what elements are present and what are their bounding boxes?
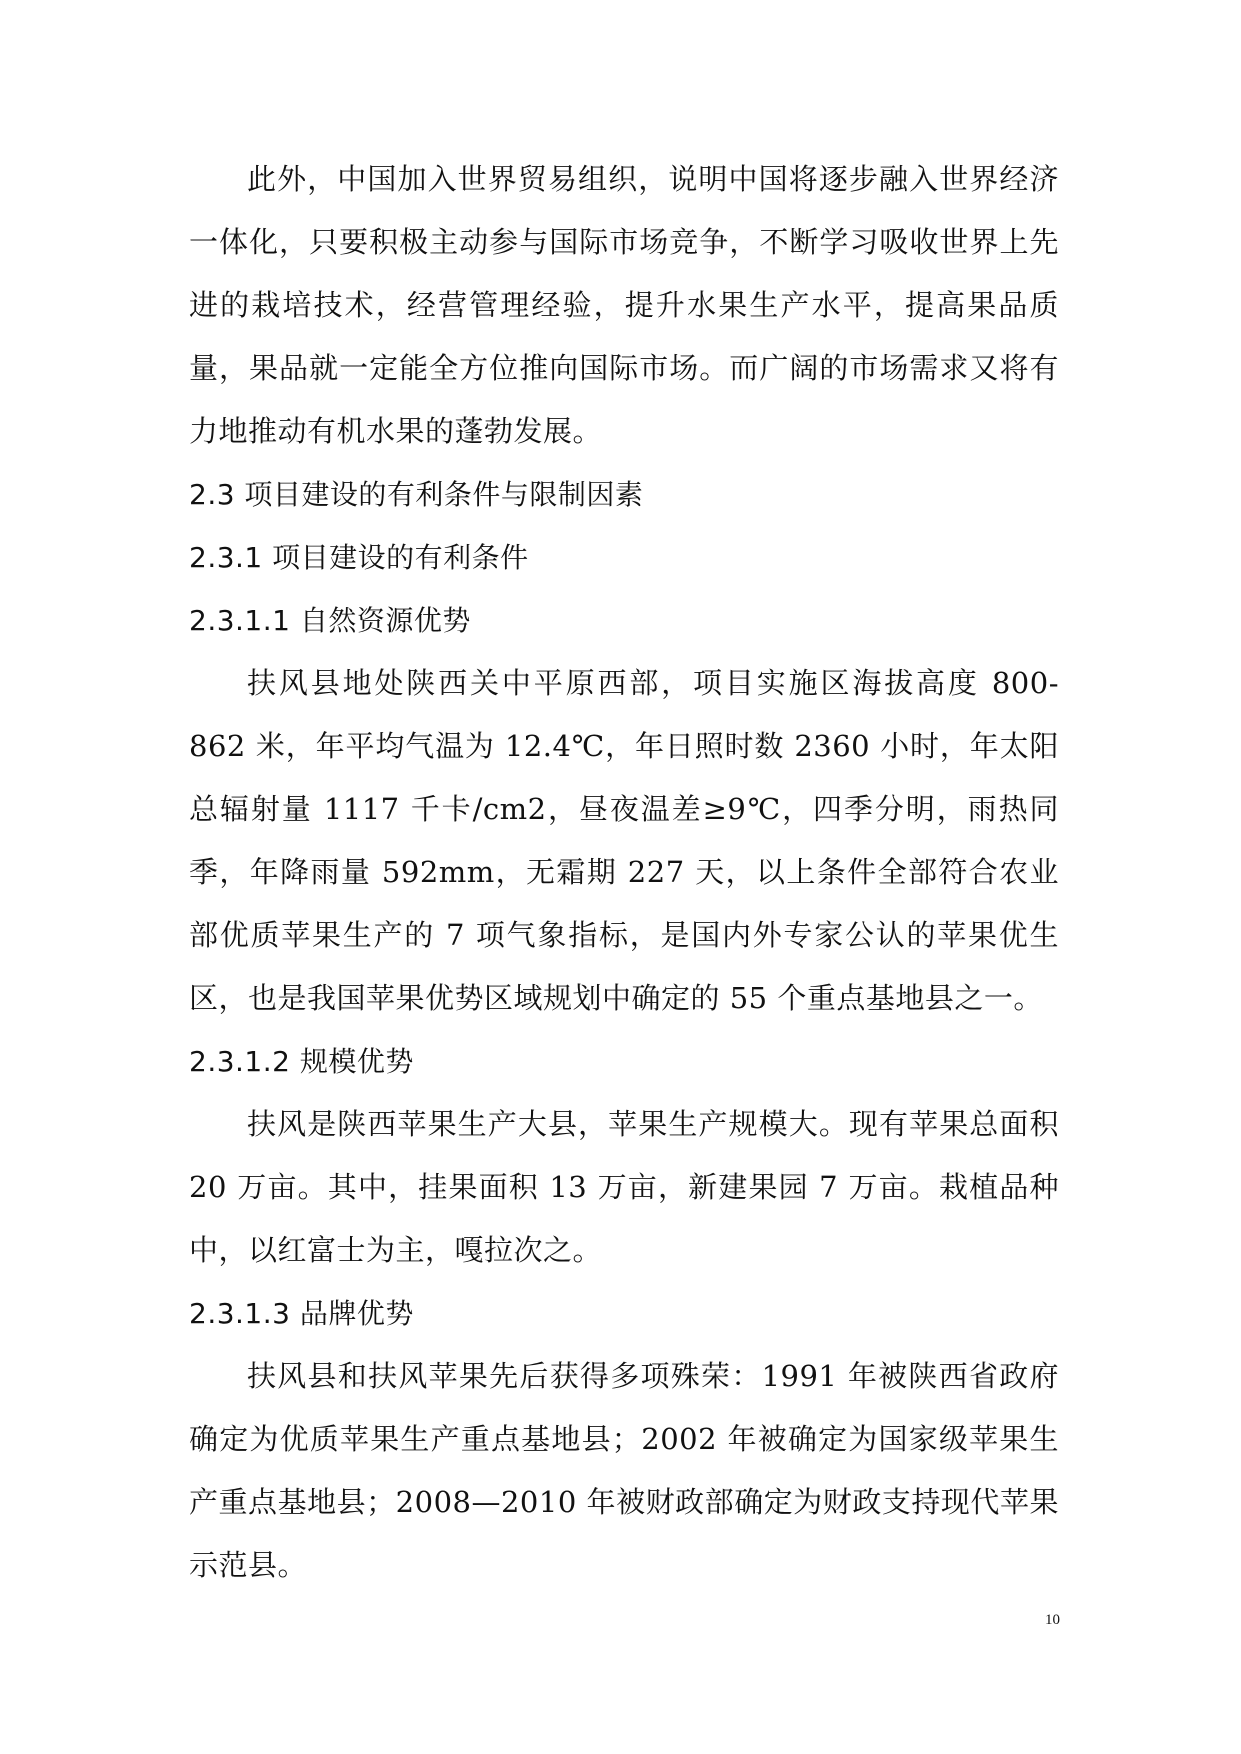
section-heading-2-3-1-2: 2.3.1.2 规模优势: [189, 1045, 414, 1078]
section-heading-2-3-1-3: 2.3.1.3 品牌优势: [189, 1297, 414, 1330]
paragraph-natural-resources: 扶风县地处陕西关中平原西部，项目实施区海拔高度 800-862 米，年平均气温为 12.4℃，年日照时数 2360 小时，年太阳总辐射量 1117 千卡/cm2，昼夜温差≥9℃，四季分明，雨热同季，年降雨量 592mm，无霜期 227 天，以上条件全部符合农业部优质苹果生产的 7 项气象指标，是国内外专家公认的苹果优生区，也是我国苹果优势区域规划中确定的 55 个重点基地县之一。: [189, 666, 1059, 1015]
paragraph-wto: 此外，中国加入世界贸易组织，说明中国将逐步融入世界经济一体化，只要积极主动参与国际市场竞争，不断学习吸收世界上先进的栽培技术，经营管理经验，提升水果生产水平，提高果品质量，果品就一定能全方位推向国际市场。而广阔的市场需求又将有力地推动有机水果的蓬勃发展。: [189, 162, 1059, 448]
paragraph-brand: 扶风县和扶风苹果先后获得多项殊荣：1991 年被陕西省政府确定为优质苹果生产重点基地县；2002 年被确定为国家级苹果生产重点基地县；2008—2010 年被财政部确定为财政支持现代苹果示范县。: [189, 1359, 1059, 1582]
section-heading-2-3: 2.3 项目建设的有利条件与限制因素: [189, 478, 644, 511]
paragraph-scale: 扶风是陕西苹果生产大县，苹果生产规模大。现有苹果总面积 20 万亩。其中，挂果面积 13 万亩，新建果园 7 万亩。栽植品种中，以红富士为主，嘎拉次之。: [189, 1107, 1059, 1267]
section-heading-2-3-1-1: 2.3.1.1 自然资源优势: [189, 604, 471, 637]
page-number: 10: [1045, 1612, 1060, 1628]
page-content: [189, 148, 1059, 1597]
section-heading-2-3-1: 2.3.1 项目建设的有利条件: [189, 541, 529, 574]
